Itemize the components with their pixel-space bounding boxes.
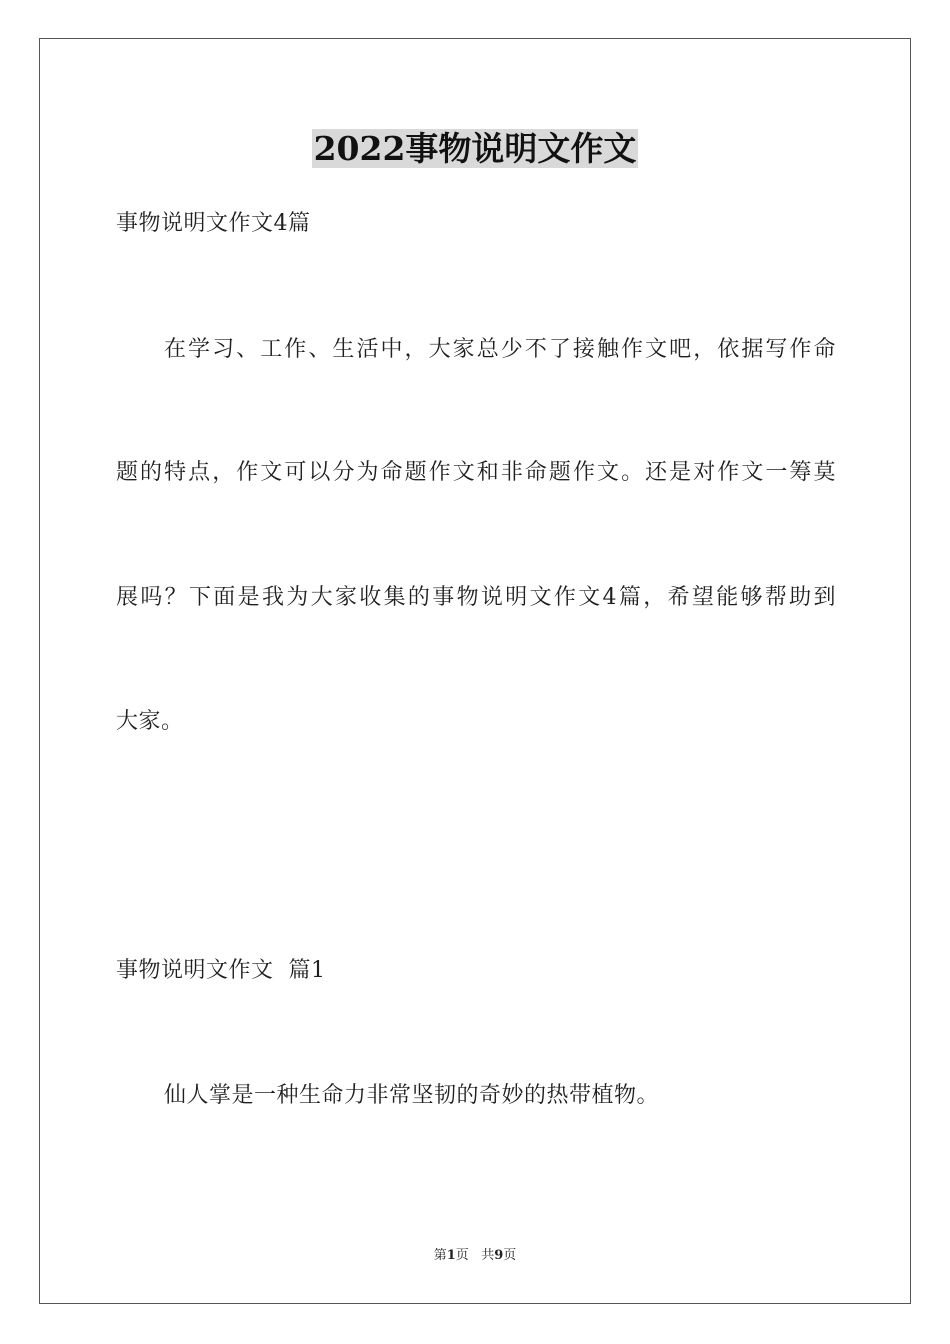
footer-page-suffix: 页 <box>503 1248 517 1263</box>
document-subtitle: 事物说明文作文4篇 <box>116 211 311 236</box>
document-title-text: 2022事物说明文作文 <box>313 129 637 168</box>
intro-paragraph-line-4: 大家。 <box>116 709 184 734</box>
document-title <box>0 127 950 171</box>
intro-paragraph-line-1: 在学习、工作、生活中，大家总少不了接触作文吧，依据写作命 <box>164 337 836 362</box>
footer-page-mid: 页 共 <box>455 1248 495 1263</box>
intro-paragraph-line-2: 题的特点，作文可以分为命题作文和非命题作文。还是对作文一筹莫 <box>116 460 836 485</box>
footer-page-prefix: 第 <box>433 1248 447 1263</box>
section-heading: 事物说明文作文 篇1 <box>116 958 326 983</box>
intro-paragraph-line-3: 展吗？下面是我为大家收集的事物说明文作文4篇，希望能够帮助到 <box>116 585 836 610</box>
footer-page-total: 9 <box>494 1248 504 1263</box>
section-paragraph-line-1: 仙人掌是一种生命力非常坚韧的奇妙的热带植物。 <box>164 1083 660 1108</box>
page-footer <box>0 1247 950 1265</box>
footer-page-current: 1 <box>446 1248 456 1263</box>
